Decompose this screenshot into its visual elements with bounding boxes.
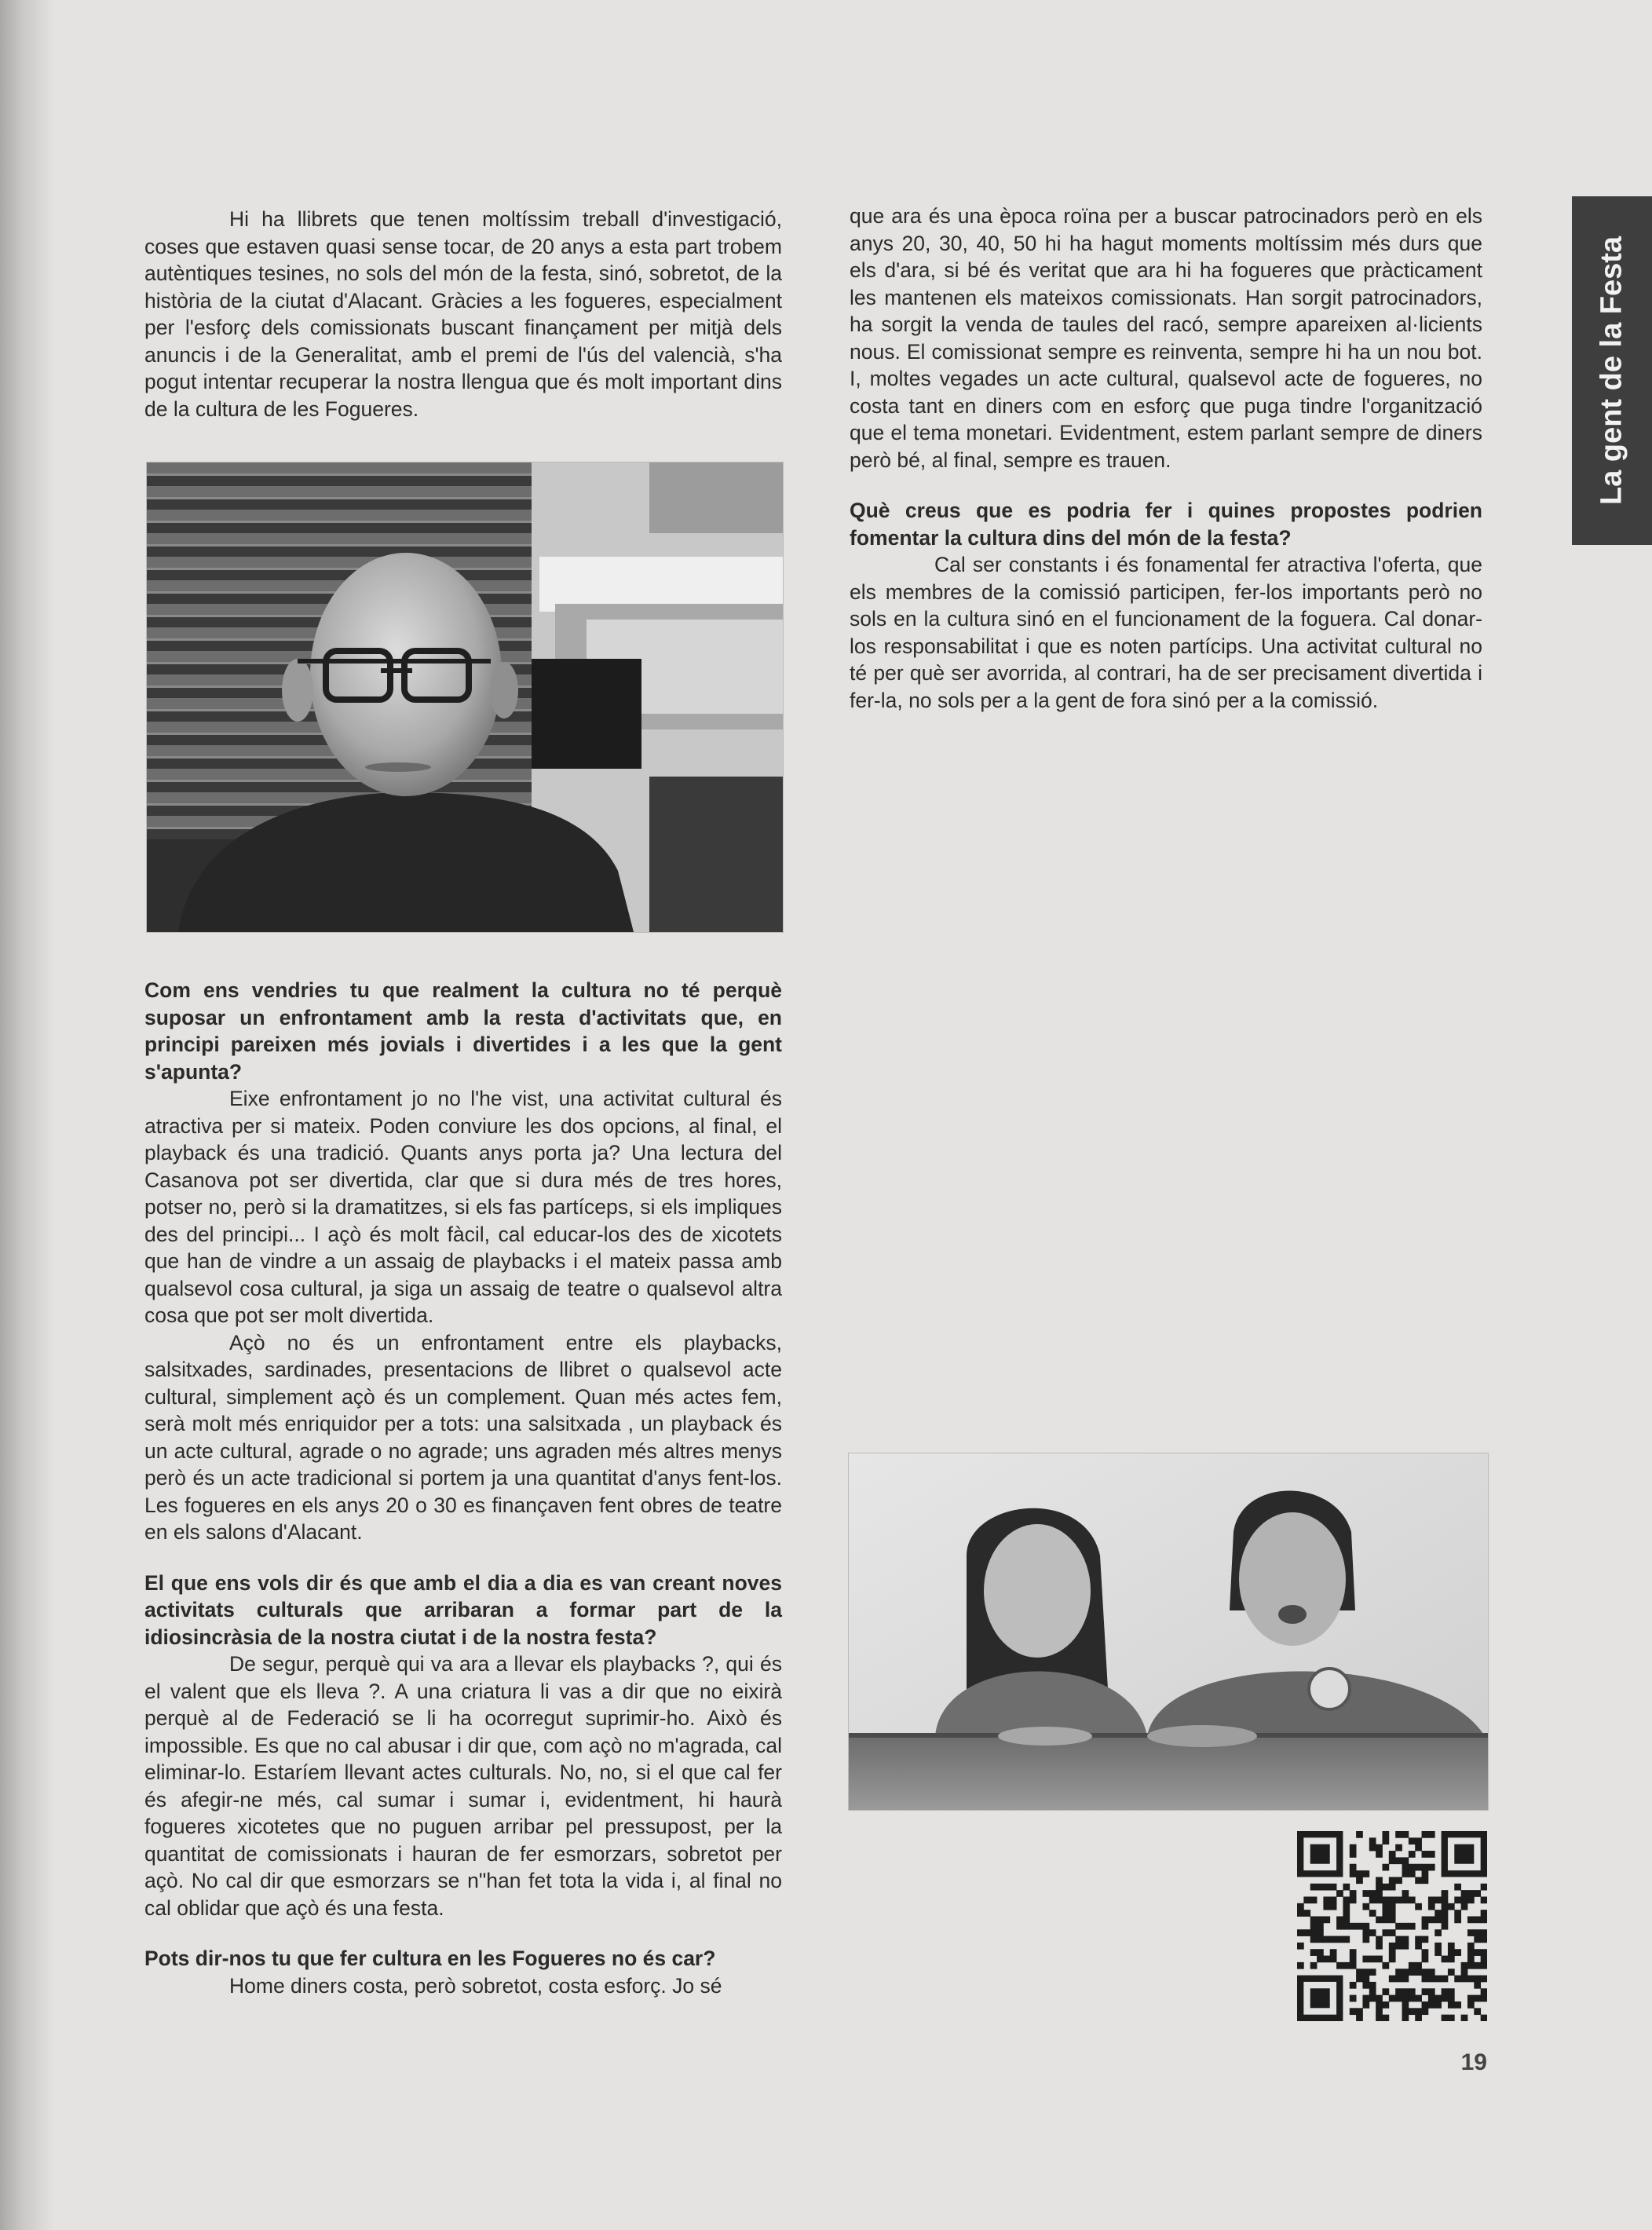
answer-1-paragraph-1: Eixe enfrontament jo no l'he vist, una activitat cultural és atractiva per si mateix. Poden conviure les dos opcions, al final, el playback és una tradició. Quants anys porta ja? Una lectura del Casanova pot ser divertida, clar que si dura més de tres hores, potser no, però si la dramatitzes, si els fas partíceps, si els impliques des del principi... I açò és molt fàcil, cal educar-los des de xicotets que han de vindre a un assaig de playbacks i el mateix passa amb qualsevol cosa cultural, ja siga un assaig de teatre o qualsevol altra cosa que pot ser molt divertida. — [144, 1087, 782, 1327]
question-3: Pots dir-nos tu que fer cultura en les Fogueres no és car? — [144, 1947, 716, 1970]
answer-3-start: Home diners costa, però sobretot, costa esforç. Jo sé — [229, 1973, 722, 1998]
answer-2: De segur, perquè qui va ara a llevar els playbacks ?, qui és el valent que els lleva ?. A una criatura li vas a dir que no eixirà perquè al de Federació se li ha ocorregut suprimir-ho. Això és impossible. Es que no cal abusar i dir que, com açò no m'agrada, cal eliminar-lo. Estaríem llevant actes culturals. No, no, si el que cal fer és afegir-ne més, cal sumar i sumar i, evidentment, hi haurà fogueres xicotetes que no puguen arribar pel pressupost, per la quantitat de comissionats i hauran de fer esmorzars, sobretot per açò. No cal dir que esmorzars se n"han fet tota la vida i, al final no cal oblidar que açò és una festa. — [144, 1652, 782, 1920]
answer-1-paragraph-2: Açò no és un enfrontament entre els playbacks, salsitxades, sardinades, presentacions de llibret o qualsevol acte cultural, simplement açò és un complement. Quan més actes fem, serà molt més enriquidor per a tots: una salsitxada , un playback és un acte cultural, agrade o no agrade; uns agraden més altres menys però és un acte tradicional si portem ja una quantitat d'anys fent-los. Les fogueres en els anys 20 o 30 es finançaven fent obres de teatre en els salons d'Alacant. — [144, 1330, 782, 1544]
children-photo — [848, 1453, 1489, 1811]
question-2: El que ens vols dir és que amb el dia a dia es van creant noves activitats culturals que arribaran a formar part de la idiosincràsia de la nostra ciutat i de la nostra festa? — [144, 1570, 782, 1649]
page-number: 19 — [1460, 2049, 1487, 2075]
qr-code — [1297, 1831, 1487, 2021]
section-tab-label: La gent de la Festa — [1595, 236, 1628, 506]
book-spine-shadow — [0, 0, 55, 2230]
portrait-photo — [146, 462, 784, 933]
intro-paragraph: Hi ha llibrets que tenen moltíssim treball d'investigació, coses que estaven quasi sense tocar, de 20 anys a esta part trobem autèntiques tesines, no sols del món de la festa, sinó, sobretot, de la història de la ciutat d'Alacant. Gràcies a les fogueres, especialment per l'esforç dels comissionats buscant finançament per mitjà dels anuncis i de la Generalitat, amb el premi de l'ús del valencià, s'ha pogut intentar recuperar la nostra llengua que és molt important dins de la cultura de les Fogueres. — [144, 207, 782, 421]
right-column — [850, 203, 1482, 714]
answer-4: Cal ser constants i és fonamental fer atractiva l'oferta, que els membres de la comissió participen, fer-los importants però no sols en la cultura sinó en el funcionament de la foguera. Cal donar-los responsabilitat i que es noten partícips. Una activitat cultural no té per què ser avorrida, al contrari, ha de ser precisament divertida i fer-la, no sols per a la gent de fora sinó per a la comissió. — [850, 553, 1482, 712]
section-side-tab — [1572, 196, 1652, 545]
question-1: Com ens vendries tu que realment la cultura no té perquè suposar un enfrontament amb la resta d'activitats que, en principi pareixen més jovials i divertides i a les que la gent s'apunta? — [144, 978, 782, 1084]
answer-3-continued: que ara és una època roïna per a buscar patrocinadors però en els anys 20, 30, 40, 50 hi ha hagut moments moltíssim més durs que els d'ara, si bé és veritat que ara hi ha fogueres que pràcticament les mantenen els mateixos comissionats. Han sorgit patrocinadors, ha sorgit la venda de taules del racó, sempre apareixen al·licients nous. El comissionat sempre es reinventa, sempre hi ha un nou bot. I, moltes vegades un acte cultural, qualsevol acte de fogueres, no costa tant en diners com en esforç que puga tindre l'organització que el tema monetari. Evidentment, estem parlant sempre de diners però bé, al final, sempre es trauen. — [850, 204, 1482, 472]
left-column — [144, 206, 782, 1999]
question-4: Què creus que es podria fer i quines propostes podrien fomentar la cultura dins del món de la festa? — [850, 499, 1482, 550]
